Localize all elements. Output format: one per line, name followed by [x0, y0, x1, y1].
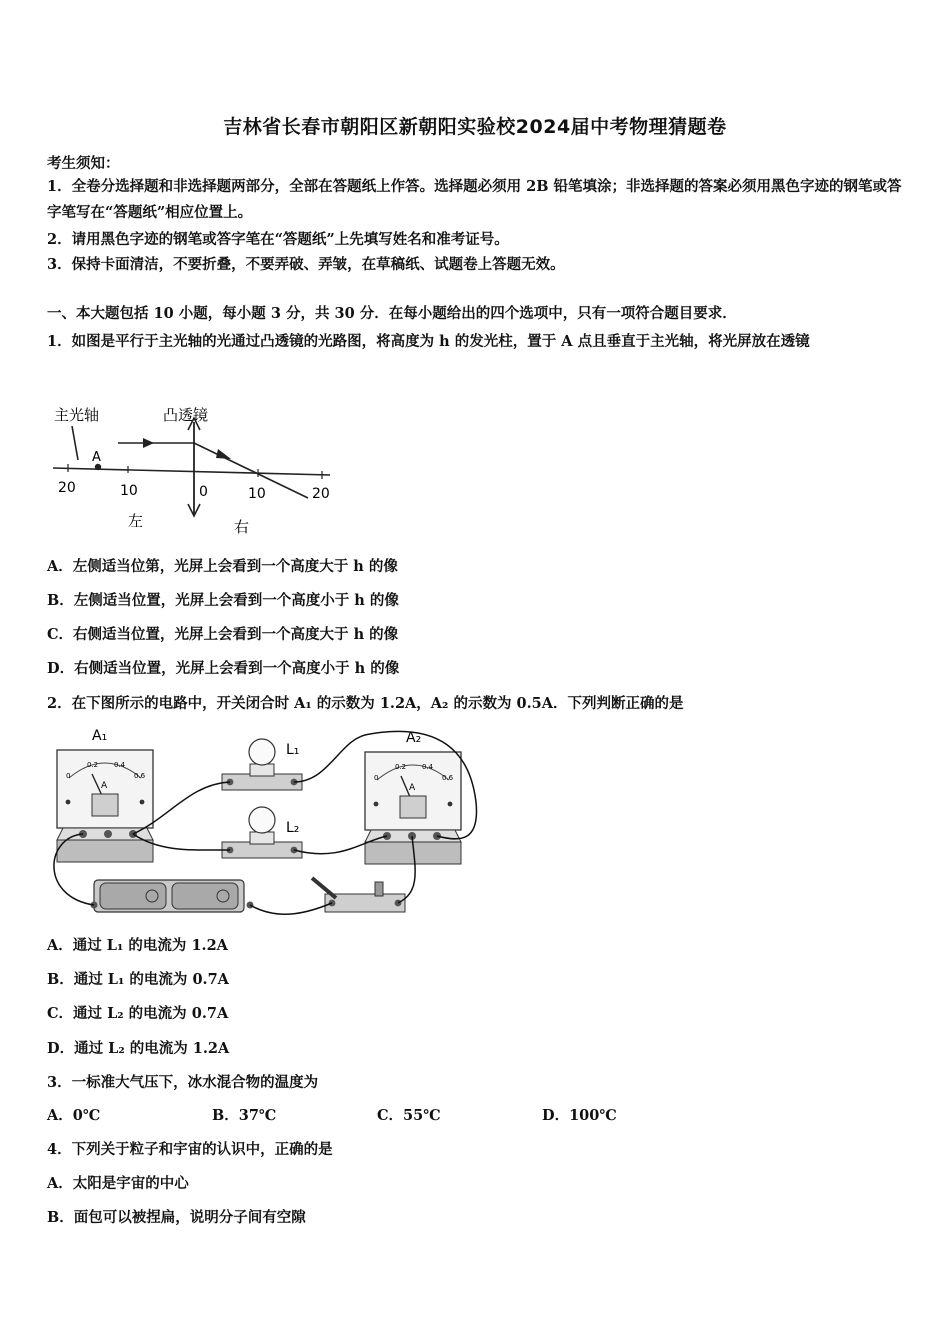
ammeter-a1-screw-right [140, 800, 145, 805]
knife-switch [312, 878, 405, 912]
switch-clip [375, 882, 383, 896]
q2-circuit-diagram [40, 722, 480, 922]
q3-option-a: A．0℃ [47, 1107, 101, 1124]
section-heading: 一、本大题包括 10 小题，每小题 3 分，共 30 分．在每小题给出的四个选项中，只有一项符合题目要求． [47, 305, 737, 322]
lamp-l1-bulb [249, 739, 275, 765]
q3-option-d: D．100℃ [542, 1107, 617, 1124]
ammeter-a1 [57, 728, 153, 862]
q2-option-d: D．通过 L₂ 的电流为 1.2A [47, 1040, 230, 1057]
lamp-l1-socket [250, 764, 274, 776]
ammeter-a1-tick-0: 0 [66, 772, 71, 780]
q2-option-b: B．通过 L₁ 的电流为 0.7A [47, 971, 229, 988]
ammeter-a1-tick-2: 0.4 [114, 761, 126, 769]
q1-option-d: D．右侧适当位置，光屏上会看到一个高度小于 h 的像 [47, 660, 400, 677]
tick-label-0: 0 [199, 484, 208, 500]
notice-item-3: 3．保持卡面清洁，不要折叠，不要弄破、弄皱，在草稿纸、试题卷上答题无效。 [47, 256, 565, 273]
main-axis-label: 主光轴 [54, 406, 100, 424]
q4-option-b: B．面包可以被捏扁，说明分子间有空隙 [47, 1209, 306, 1226]
left-label: 左 [128, 512, 144, 530]
q1-lens-diagram [50, 400, 340, 540]
tick-label-10-right: 10 [248, 486, 266, 502]
ammeter-a2-tick-3: 0.6 [442, 774, 454, 782]
ammeter-a1-knob [92, 794, 118, 816]
page-title: 吉林省长春市朝阳区新朝阳实验校2024届中考物理猜题卷 [223, 116, 727, 138]
ammeter-a1-screw-left [66, 800, 71, 805]
q3-stem: 3．一标准大气压下，冰水混合物的温度为 [47, 1074, 319, 1091]
q4-option-a: A．太阳是宇宙的中心 [47, 1175, 189, 1192]
lamp-l2 [222, 807, 302, 858]
ammeter-a2-tick-1: 0.2 [395, 763, 407, 771]
ammeter-a1-tick-1: 0.2 [87, 761, 99, 769]
battery-cell-1 [100, 883, 166, 909]
ammeter-a2-label: A₂ [406, 730, 422, 746]
q3-option-c: C．55℃ [377, 1107, 441, 1124]
right-label: 右 [234, 518, 250, 536]
lamp-l1 [222, 739, 302, 790]
q4-stem: 4．下列关于粒子和宇宙的认识中，正确的是 [47, 1141, 333, 1158]
point-a-label: A [92, 450, 101, 465]
incident-ray-arrow [143, 438, 154, 448]
q3-option-b: B．37℃ [212, 1107, 277, 1124]
q1-option-b: B．左侧适当位置，光屏上会看到一个高度小于 h 的像 [47, 592, 399, 609]
notice-heading: 考生须知： [47, 155, 120, 172]
tick-label-20-left: 20 [58, 480, 76, 496]
q2-option-c: C．通过 L₂ 的电流为 0.7A [47, 1005, 229, 1022]
q1-option-a: A．左侧适当位第，光屏上会看到一个高度大于 h 的像 [47, 558, 398, 575]
ammeter-a2-tick-2: 0.4 [422, 763, 434, 771]
tick-label-20-right: 20 [312, 486, 330, 502]
q2-option-a: A．通过 L₁ 的电流为 1.2A [47, 937, 228, 954]
battery-pack [91, 880, 254, 912]
q1-option-c: C．右侧适当位置，光屏上会看到一个高度大于 h 的像 [47, 626, 399, 643]
main-axis-pointer [72, 426, 78, 460]
tick-label-10-left: 10 [120, 483, 138, 499]
notice-item-1: 1．全卷分选择题和非选择题两部分，全部在答题纸上作答。选择题必须用 2B 铅笔填涂；非选择题的答案必须用黑色字迹的钢笔或答字笔写在“答题纸”相应位置上。 [47, 178, 902, 221]
lamp-l1-label: L₁ [286, 742, 300, 758]
ammeter-a1-label: A₁ [92, 728, 108, 744]
ammeter-a2-screw-left [374, 802, 379, 807]
q2-stem: 2．在下图所示的电路中，开关闭合时 A₁ 的示数为 1.2A，A₂ 的示数为 0.5A．下列判断正确的是 [47, 695, 684, 712]
ammeter-a1-tick-3: 0.6 [134, 772, 146, 780]
q1-stem: 1．如图是平行于主光轴的光通过凸透镜的光路图，将高度为 h 的发光柱，置于 A 点且垂直于主光轴，将光屏放在透镜 [47, 333, 810, 350]
principal-axis-line [53, 468, 330, 475]
ammeter-a2-tick-0: 0 [374, 774, 379, 782]
notice-item-2: 2．请用黑色字迹的钢笔或答字笔在“答题纸”上先填写姓名和准考证号。 [47, 231, 509, 248]
wire-battery-switch [250, 903, 332, 914]
lamp-l2-label: L₂ [286, 820, 300, 836]
lamp-l2-bulb [249, 807, 275, 833]
ammeter-a1-unit: A [101, 781, 108, 791]
ammeter-a1-terminal-2 [104, 830, 112, 838]
lamp-l2-socket [250, 832, 274, 844]
lens-label: 凸透镜 [163, 406, 209, 424]
battery-cell-2 [172, 883, 238, 909]
ammeter-a2-knob [400, 796, 426, 818]
ammeter-a2-screw-right [448, 802, 453, 807]
refracted-ray-arrow [216, 449, 231, 459]
ammeter-a1-base [57, 840, 153, 862]
switch-blade [312, 878, 336, 898]
ammeter-a2-unit: A [409, 783, 416, 793]
